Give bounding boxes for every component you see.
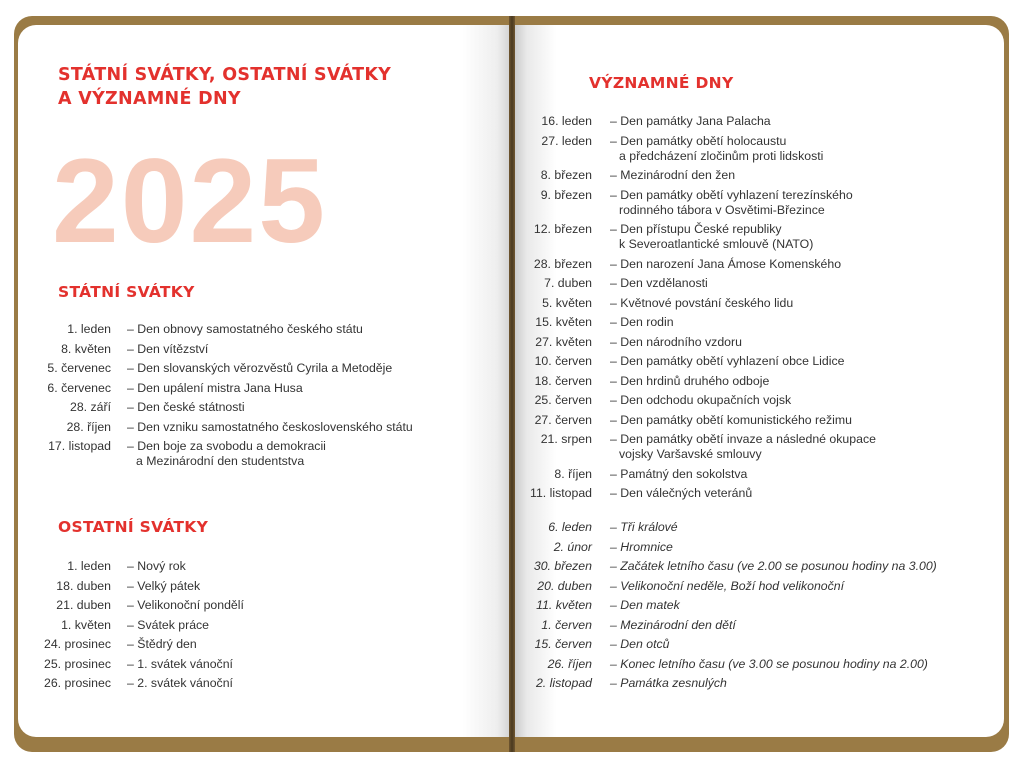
item-date: 28. září [69, 400, 111, 414]
item-description-line: – Památný den sokolstva [610, 466, 748, 481]
other-holidays-heading: OSTATNÍ SVÁTKY [58, 518, 209, 536]
significant-days-list [512, 114, 876, 506]
item-description-line: – Den vzniku samostatného československého státu [127, 419, 413, 434]
item-description [610, 559, 937, 574]
list-item [18, 579, 244, 594]
item-description-line: vojsky Varšavské smlouvy [619, 447, 762, 461]
item-date: 1. leden [67, 559, 111, 573]
other-holidays-list [18, 559, 244, 696]
item-description [610, 188, 853, 218]
item-description [610, 618, 736, 633]
item-description-line: – Velikonoční pondělí [127, 598, 244, 612]
item-description-line: – Květnové povstání českého lidu [610, 295, 794, 310]
item-description [610, 637, 669, 652]
item-description-line: – Svátek práce [127, 617, 210, 632]
item-description [610, 257, 841, 272]
list-item [512, 676, 937, 691]
list-item [18, 322, 413, 337]
item-description-line: – Hromnice [610, 539, 673, 554]
item-description [610, 222, 813, 252]
list-item [512, 296, 876, 311]
item-description-line: – Den vzdělanosti [610, 276, 708, 290]
list-item [18, 598, 244, 613]
item-date: 8. březen [540, 168, 592, 182]
item-description [610, 676, 727, 691]
item-description-line: – Velikonoční neděle, Boží hod velikonoční [610, 578, 845, 593]
item-description-line: – Den odchodu okupačních vojsk [610, 393, 792, 407]
item-description-line: – 1. svátek vánoční [127, 656, 233, 671]
list-item [512, 598, 937, 613]
list-item [18, 361, 413, 376]
page-title-line2: A VÝZNAMNÉ DNY [58, 89, 241, 109]
item-description-line: – Den památky obětí invaze a následné okupace [610, 432, 876, 446]
item-description-line: – Den upálení mistra Jana Husa [127, 380, 303, 395]
item-description-line: – Konec letního času (ve 3.00 se posunou hodiny na 2.00) [610, 656, 928, 671]
item-date: 15. červen [534, 637, 592, 651]
item-date: 27. leden [541, 133, 592, 148]
item-description-line: – Den památky obětí holocaustu [610, 133, 787, 148]
item-date: 20. duben [537, 578, 592, 593]
list-item [18, 559, 244, 574]
item-description [610, 354, 844, 369]
item-description-line: – Den památky obětí vyhlazení obce Lidice [610, 354, 845, 368]
list-item [18, 657, 244, 672]
item-date: 21. srpen [540, 432, 592, 446]
list-item [512, 432, 876, 462]
list-item [512, 393, 876, 408]
item-description-line: – Den památky Jana Palacha [610, 114, 771, 128]
item-description [127, 322, 363, 337]
item-description-line: – Štědrý den [127, 637, 197, 651]
item-description-line: – Den matek [610, 598, 680, 612]
list-item [512, 657, 937, 672]
list-item [512, 467, 876, 482]
state-holidays-heading: STÁTNÍ SVÁTKY [58, 283, 195, 301]
item-date: 17. listopad [48, 439, 111, 453]
item-description [610, 432, 876, 462]
item-date: 25. prosinec [44, 656, 111, 671]
book-spine [509, 16, 515, 752]
item-description [127, 400, 245, 415]
item-description [610, 579, 844, 594]
item-description [610, 114, 771, 129]
item-description-line: – Den památky obětí vyhlazení terezínského [610, 187, 853, 202]
item-description [127, 559, 186, 574]
left-page [18, 25, 512, 737]
item-date: 26. prosinec [44, 676, 111, 690]
item-description [610, 540, 673, 555]
item-date: 18. červen [534, 373, 592, 388]
item-date: 25. červen [534, 393, 592, 407]
significant-days-heading: VÝZNAMNÉ DNY [589, 74, 734, 92]
item-description [610, 657, 928, 672]
item-date: 16. leden [541, 114, 592, 128]
item-description [610, 467, 747, 482]
item-description-line: – Den národního vzdoru [610, 334, 742, 349]
item-date: 15. květen [535, 315, 592, 329]
item-description-line: – Den slovanských věrozvěstů Cyrila a Metoděje [127, 361, 393, 375]
item-date: 1. leden [67, 322, 111, 336]
list-item [512, 354, 876, 369]
list-item [18, 676, 244, 691]
list-item [18, 381, 413, 396]
item-date: 27. červen [534, 412, 592, 427]
list-item [18, 439, 413, 469]
list-item [512, 540, 937, 555]
item-description [610, 520, 678, 535]
item-description [127, 657, 233, 672]
item-description-line: – Mezinárodní den žen [610, 168, 736, 182]
item-description [127, 598, 244, 613]
item-description [610, 486, 752, 501]
item-date: 1. červen [541, 617, 592, 632]
list-item [512, 134, 876, 164]
list-item [512, 579, 937, 594]
item-date: 12. březen [533, 222, 592, 236]
observances-list [512, 520, 937, 696]
right-page [512, 25, 1004, 737]
item-description [610, 335, 742, 350]
item-description [610, 413, 852, 428]
item-description [610, 393, 791, 408]
item-date: 28. březen [533, 256, 592, 271]
item-description [610, 134, 823, 164]
list-item [512, 188, 876, 218]
item-description [127, 381, 303, 396]
list-item [18, 618, 244, 633]
item-description-line: a Mezinárodní den studentstva [136, 454, 305, 468]
item-description-line: – Památka zesnulých [610, 676, 727, 690]
item-description-line: – Den přístupu České republiky [610, 222, 782, 236]
item-description [127, 439, 326, 469]
list-item [512, 257, 876, 272]
item-description-line: – Den hrdinů druhého odboje [610, 373, 770, 388]
item-date: 9. březen [540, 187, 592, 202]
item-date: 11. květen [536, 598, 592, 612]
list-item [512, 486, 876, 501]
list-item [512, 315, 876, 330]
item-description [127, 361, 392, 376]
item-description-line: – Den rodin [610, 315, 674, 329]
item-date: 5. květen [542, 295, 592, 310]
item-date: 30. březen [533, 559, 592, 573]
item-description-line: – Velký pátek [127, 578, 201, 593]
list-item [512, 618, 937, 633]
item-date: 8. říjen [554, 466, 592, 481]
state-holidays-list [18, 322, 413, 474]
item-date: 7. duben [544, 276, 592, 290]
item-description-line: – Den památky obětí komunistického režimu [610, 412, 852, 427]
item-description [127, 637, 197, 652]
list-item [512, 114, 876, 129]
year-display: 2025 [52, 134, 327, 268]
list-item [512, 413, 876, 428]
item-description [610, 374, 769, 389]
item-description-line: – Den narození Jana Ámose Komenského [610, 256, 842, 271]
item-description-line: rodinného tábora v Osvětimi-Březince [619, 202, 825, 217]
page-title [58, 63, 391, 111]
item-date: 10. červen [534, 354, 592, 368]
item-date: 11. listopad [530, 486, 592, 500]
item-description [610, 276, 708, 291]
item-description-line: – Den válečných veteránů [610, 486, 753, 500]
item-date: 2. únor [553, 539, 592, 554]
item-description-line: k Severoatlantické smlouvě (NATO) [619, 237, 814, 251]
item-date: 1. květen [61, 617, 111, 632]
item-description [610, 296, 793, 311]
item-description [610, 598, 680, 613]
item-description [127, 618, 209, 633]
item-description-line: – Den otců [610, 637, 670, 651]
list-item [512, 637, 937, 652]
page-title-line1: STÁTNÍ SVÁTKY, OSTATNÍ SVÁTKY [58, 65, 392, 85]
item-date: 2. listopad [535, 676, 592, 690]
list-item [18, 420, 413, 435]
item-description-line: – Začátek letního času (ve 2.00 se posunou hodiny na 3.00) [610, 559, 937, 573]
item-date: 26. říjen [547, 656, 592, 671]
item-description [610, 315, 674, 330]
list-item [512, 374, 876, 389]
item-description [127, 420, 413, 435]
list-item [512, 222, 876, 252]
list-item [512, 276, 876, 291]
item-date: 21. duben [56, 598, 111, 612]
item-description-line: – Den české státnosti [127, 400, 245, 414]
item-description-line: – Den obnovy samostatného českého státu [127, 322, 363, 336]
item-date: 6. leden [548, 520, 592, 534]
item-date: 27. květen [535, 334, 592, 349]
item-description [127, 579, 200, 594]
item-description-line: – Tři králové [610, 520, 678, 534]
item-date: 8. květen [61, 341, 111, 356]
item-description-line: – 2. svátek vánoční [127, 676, 233, 690]
list-item [512, 559, 937, 574]
item-description-line: – Den vítězství [127, 341, 209, 356]
item-description [610, 168, 735, 183]
item-date: 5. červenec [47, 361, 111, 375]
item-description-line: – Den boje za svobodu a demokracii [127, 439, 326, 453]
item-date: 18. duben [56, 578, 111, 593]
list-item [512, 520, 937, 535]
item-description-line: a předcházení zločinům proti lidskosti [619, 148, 824, 163]
item-date: 24. prosinec [44, 637, 111, 651]
item-date: 6. červenec [47, 380, 111, 395]
item-description [127, 342, 208, 357]
list-item [512, 168, 876, 183]
list-item [18, 637, 244, 652]
item-description-line: – Nový rok [127, 559, 186, 573]
item-date: 28. říjen [66, 419, 111, 434]
item-description [127, 676, 233, 691]
list-item [512, 335, 876, 350]
list-item [18, 400, 413, 415]
list-item [18, 342, 413, 357]
item-description-line: – Mezinárodní den dětí [610, 617, 736, 632]
